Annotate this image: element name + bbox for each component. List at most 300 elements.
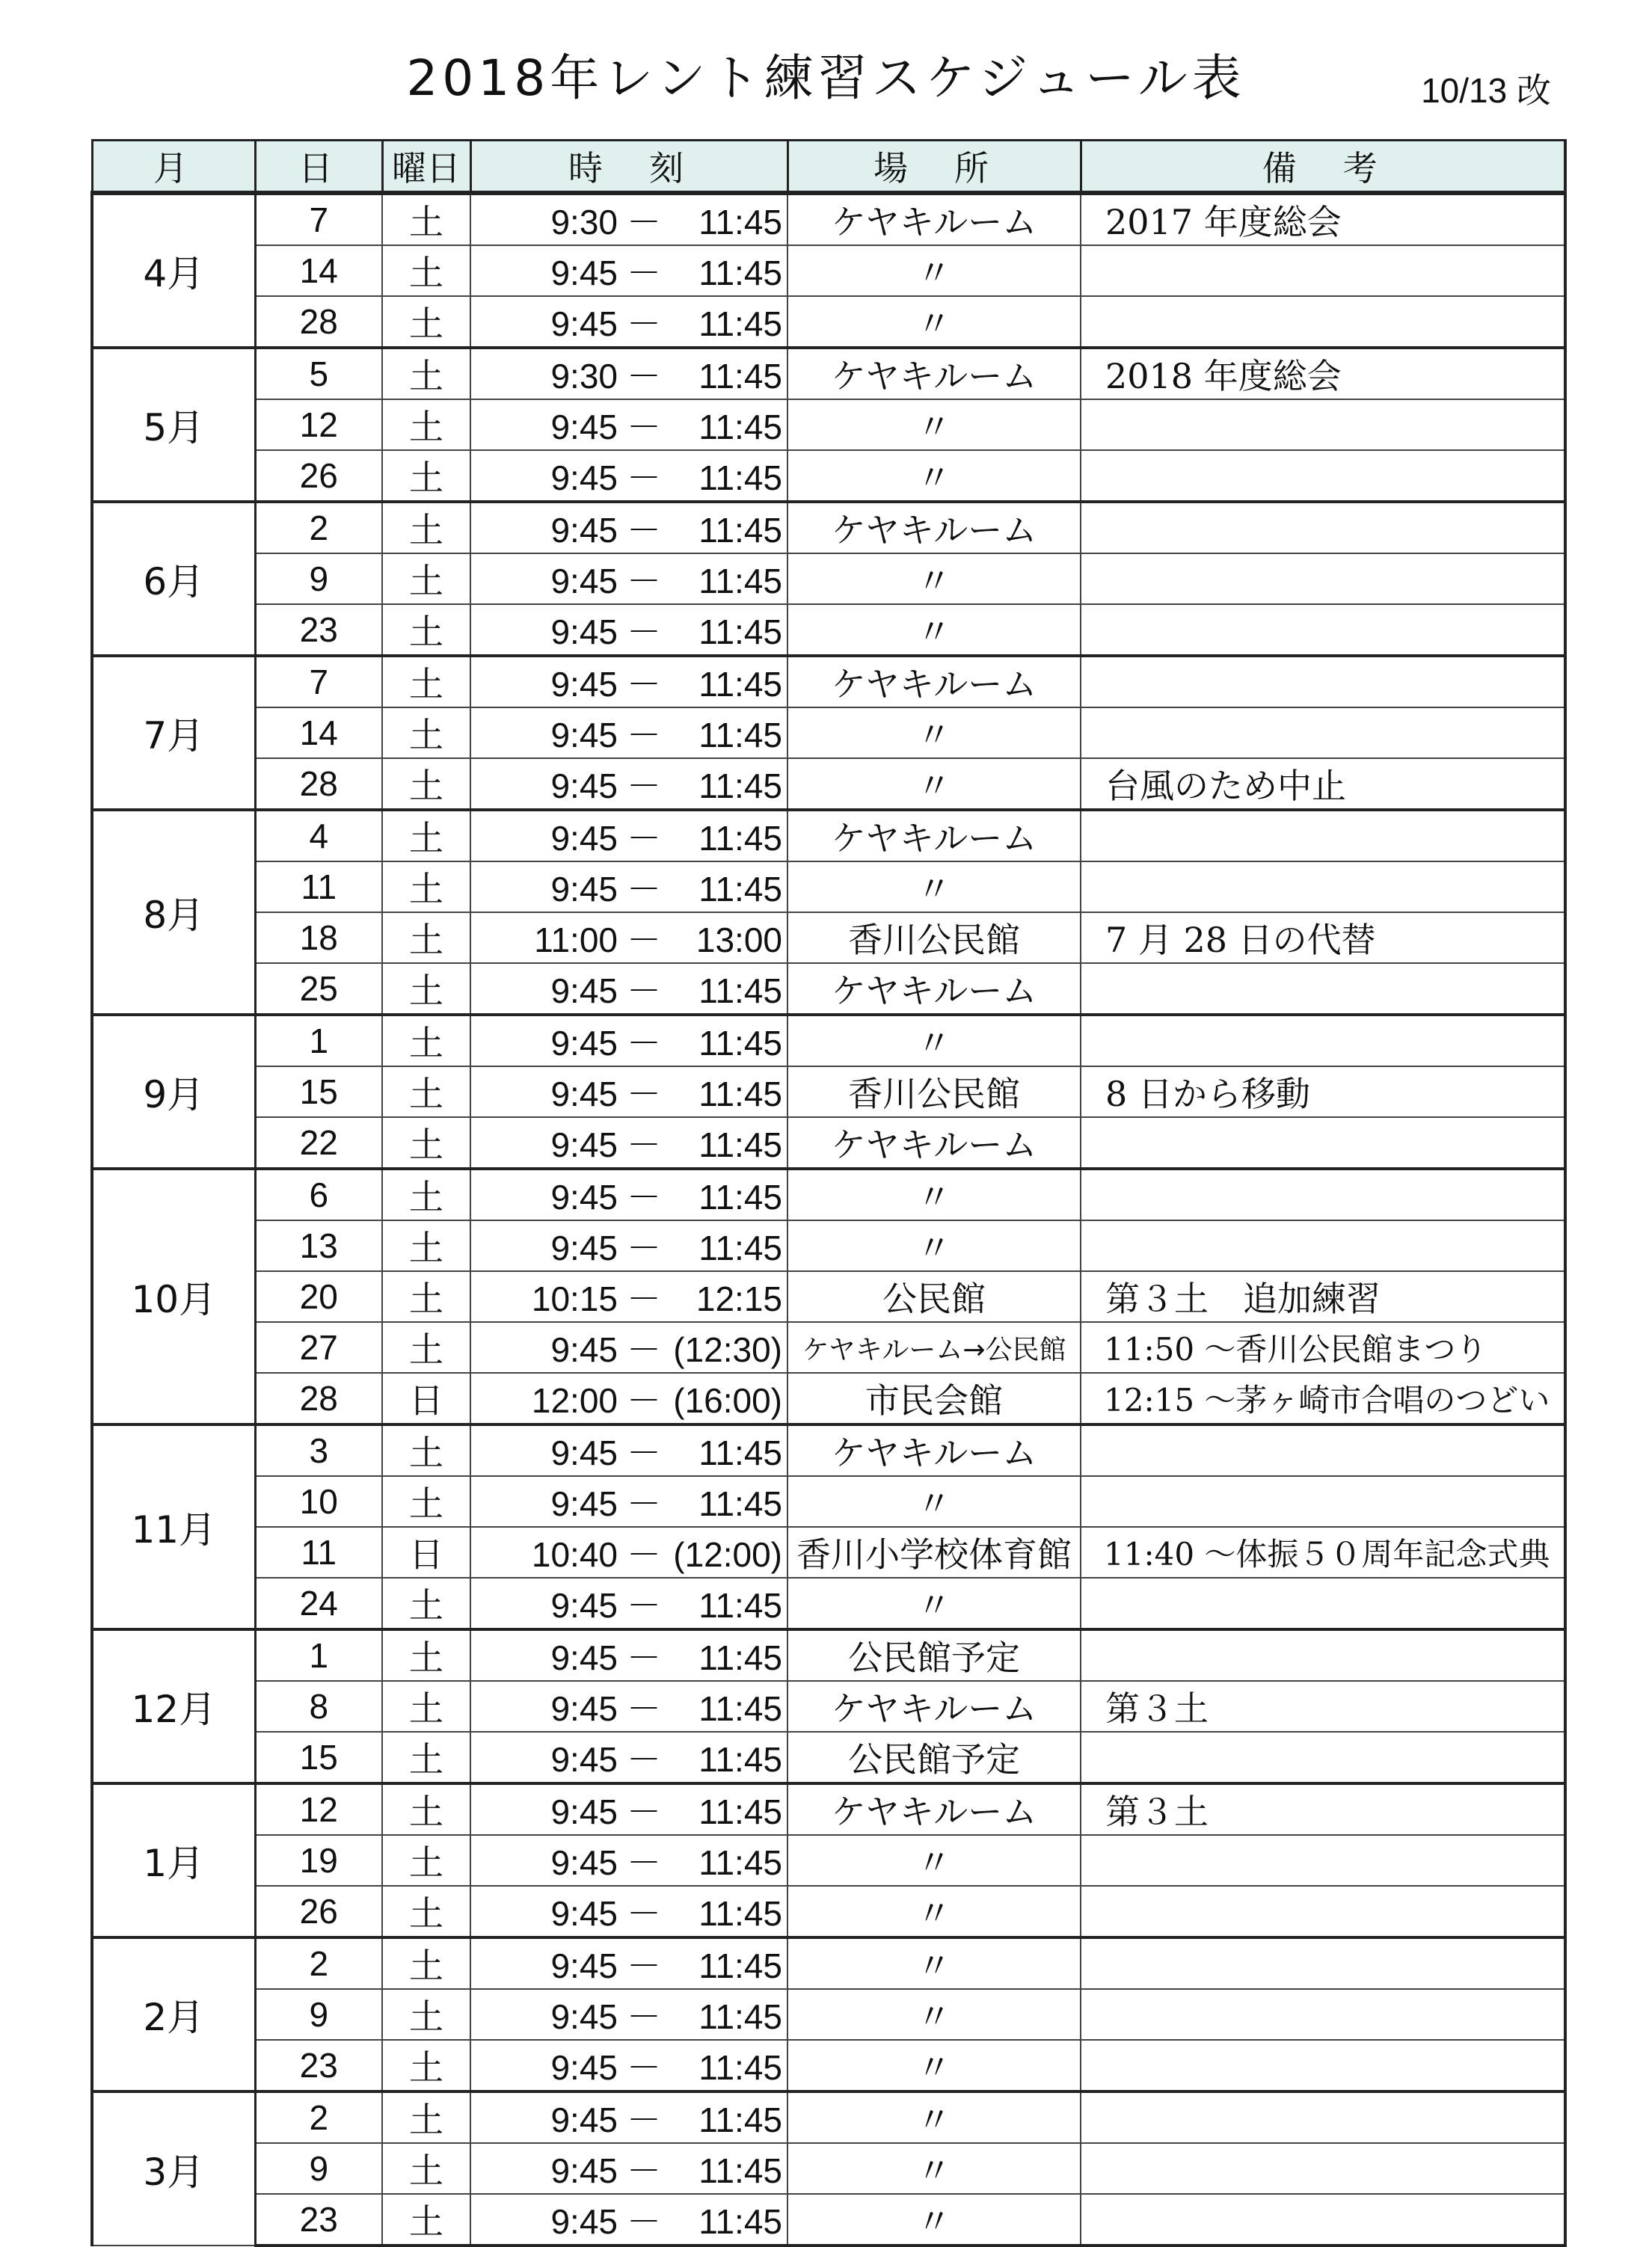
time-separator: －: [627, 2048, 661, 2087]
time-separator: －: [627, 1586, 661, 1625]
weekday-cell: 土: [382, 1015, 470, 1066]
time-cell: [470, 1220, 787, 1271]
day-cell: 23: [255, 2194, 382, 2246]
weekday-cell: 土: [382, 348, 470, 399]
time-separator: －: [627, 2151, 661, 2190]
day-cell: 26: [255, 1886, 382, 1937]
time-cell: [470, 1117, 787, 1169]
header-notes: 備 考: [1081, 141, 1565, 194]
time-end: 11:45: [698, 716, 782, 754]
table-row: [92, 2091, 1565, 2143]
table-row: [92, 912, 1565, 963]
place-cell: ケヤキルーム: [787, 348, 1081, 399]
day-cell: 9: [255, 553, 382, 604]
header-month: 月: [92, 141, 255, 194]
time-end: 11:45: [698, 1894, 782, 1933]
time-end: 11:45: [698, 1586, 782, 1625]
time-start: 9:45: [550, 2048, 618, 2087]
time-start: 9:45: [550, 304, 618, 343]
day-cell: 2: [255, 2091, 382, 2143]
time-start: 9:45: [550, 2202, 618, 2241]
weekday-cell: 土: [382, 1783, 470, 1835]
month-cell: 4月: [92, 193, 255, 348]
place-cell: 〃: [787, 1220, 1081, 1271]
place-cell: ケヤキルーム: [787, 193, 1081, 245]
weekday-cell: 土: [382, 1629, 470, 1681]
time-start: 9:30: [550, 203, 618, 242]
time-start: 9:30: [550, 357, 618, 396]
note-cell: [1081, 245, 1565, 296]
day-cell: 24: [255, 1578, 382, 1629]
weekday-cell: 土: [382, 450, 470, 502]
time-cell: [470, 1271, 787, 1322]
time-end: 11:45: [698, 203, 782, 242]
time-start: 9:45: [550, 716, 618, 754]
month-cell: 1月: [92, 1783, 255, 1937]
time-end: 11:45: [698, 1024, 782, 1063]
time-end: (12:30): [673, 1330, 782, 1369]
time-start: 12:00: [531, 1381, 618, 1420]
time-cell: [470, 1424, 787, 1476]
note-cell: [1081, 963, 1565, 1015]
place-cell: 〃: [787, 1169, 1081, 1220]
note-cell: [1081, 1578, 1565, 1629]
table-row: [92, 1015, 1565, 1066]
note-cell: [1081, 1732, 1565, 1783]
time-cell: [470, 758, 787, 810]
time-start: 9:45: [550, 511, 618, 550]
day-cell: 7: [255, 193, 382, 245]
place-cell: ケヤキルーム: [787, 1783, 1081, 1835]
place-cell: 〃: [787, 553, 1081, 604]
place-cell: 〃: [787, 1835, 1081, 1886]
day-cell: 10: [255, 1476, 382, 1527]
time-end: 11:45: [698, 971, 782, 1010]
day-cell: 23: [255, 604, 382, 656]
table-row: [92, 245, 1565, 296]
place-cell: ケヤキルーム→公民館: [787, 1322, 1081, 1373]
table-row: [92, 1886, 1565, 1937]
place-cell: 〃: [787, 758, 1081, 810]
time-separator: －: [627, 1894, 661, 1933]
time-cell: [470, 399, 787, 450]
weekday-cell: 土: [382, 2091, 470, 2143]
time-start: 9:45: [550, 2100, 618, 2139]
place-cell: 〃: [787, 2040, 1081, 2091]
weekday-cell: 土: [382, 707, 470, 758]
table-row: [92, 1527, 1565, 1578]
time-separator: －: [627, 665, 661, 704]
time-start: 9:45: [550, 1330, 618, 1369]
note-cell: 2018 年度総会: [1081, 348, 1565, 399]
place-cell: 〃: [787, 1937, 1081, 1989]
table-row: [92, 1989, 1565, 2040]
note-cell: [1081, 1169, 1565, 1220]
place-cell: 〃: [787, 2143, 1081, 2194]
table-row: [92, 1169, 1565, 1220]
day-cell: 1: [255, 1629, 382, 1681]
place-cell: 〃: [787, 245, 1081, 296]
day-cell: 15: [255, 1066, 382, 1117]
table-row: [92, 1835, 1565, 1886]
place-cell: 〃: [787, 1476, 1081, 1527]
day-cell: 18: [255, 912, 382, 963]
note-cell: [1081, 1424, 1565, 1476]
place-cell: 〃: [787, 450, 1081, 502]
place-cell: ケヤキルーム: [787, 1424, 1081, 1476]
table-row: [92, 963, 1565, 1015]
note-cell: [1081, 450, 1565, 502]
note-cell: [1081, 1989, 1565, 2040]
day-cell: 13: [255, 1220, 382, 1271]
time-end: 11:45: [698, 304, 782, 343]
table-row: [92, 553, 1565, 604]
weekday-cell: 土: [382, 1681, 470, 1732]
time-cell: [470, 2143, 787, 2194]
day-cell: 4: [255, 810, 382, 861]
time-start: 9:45: [550, 2151, 618, 2190]
time-cell: [470, 1681, 787, 1732]
time-end: 11:45: [698, 511, 782, 550]
weekday-cell: 土: [382, 1322, 470, 1373]
day-cell: 25: [255, 963, 382, 1015]
place-cell: 公民館予定: [787, 1732, 1081, 1783]
time-end: 11:45: [698, 408, 782, 446]
header-row: [92, 141, 1565, 194]
weekday-cell: 土: [382, 656, 470, 707]
note-cell: [1081, 1835, 1565, 1886]
time-end: 11:45: [698, 458, 782, 497]
weekday-cell: 土: [382, 1578, 470, 1629]
time-cell: [470, 1783, 787, 1835]
time-start: 9:45: [550, 1792, 618, 1831]
place-cell: 〃: [787, 604, 1081, 656]
note-cell: 12:15 ～茅ヶ崎市合唱のつどい: [1081, 1373, 1565, 1424]
time-separator: －: [627, 716, 661, 754]
time-cell: [470, 193, 787, 245]
weekday-cell: 土: [382, 758, 470, 810]
time-end: 11:45: [698, 1843, 782, 1882]
time-separator: －: [627, 1946, 661, 1985]
day-cell: 28: [255, 1373, 382, 1424]
weekday-cell: 土: [382, 1989, 470, 2040]
time-start: 9:45: [550, 1125, 618, 1164]
table-row: [92, 758, 1565, 810]
time-separator: －: [627, 612, 661, 651]
time-start: 9:45: [550, 1740, 618, 1779]
time-separator: －: [627, 1638, 661, 1677]
time-start: 9:45: [550, 1894, 618, 1933]
time-start: 9:45: [550, 1843, 618, 1882]
time-cell: [470, 707, 787, 758]
weekday-cell: 土: [382, 2143, 470, 2194]
time-cell: [470, 502, 787, 553]
note-cell: 8 日から移動: [1081, 1066, 1565, 1117]
note-cell: [1081, 2040, 1565, 2091]
place-cell: ケヤキルーム: [787, 810, 1081, 861]
note-cell: 11:50 ～香川公民館まつり: [1081, 1322, 1565, 1373]
place-cell: 〃: [787, 1015, 1081, 1066]
note-cell: [1081, 1629, 1565, 1681]
header-place: 場 所: [787, 141, 1081, 194]
month-cell: 3月: [92, 2091, 255, 2246]
time-end: 11:45: [698, 1229, 782, 1267]
time-start: 9:45: [550, 766, 618, 805]
table-row: [92, 861, 1565, 912]
weekday-cell: 土: [382, 2040, 470, 2091]
time-start: 10:15: [531, 1279, 618, 1318]
time-start: 9:45: [550, 1586, 618, 1625]
time-start: 9:45: [550, 408, 618, 446]
weekday-cell: 土: [382, 1424, 470, 1476]
day-cell: 1: [255, 1015, 382, 1066]
time-separator: －: [627, 304, 661, 343]
note-cell: [1081, 1117, 1565, 1169]
note-cell: 11:40 ～体振５０周年記念式典: [1081, 1527, 1565, 1578]
month-cell: 12月: [92, 1629, 255, 1783]
weekday-cell: 土: [382, 296, 470, 348]
time-end: 11:45: [698, 562, 782, 600]
time-end: 11:45: [698, 612, 782, 651]
time-end: 11:45: [698, 870, 782, 909]
time-separator: －: [627, 253, 661, 292]
time-start: 9:45: [550, 612, 618, 651]
time-end: 11:45: [698, 1125, 782, 1164]
time-separator: －: [627, 357, 661, 396]
time-end: 11:45: [698, 1075, 782, 1113]
time-end: 11:45: [698, 1689, 782, 1728]
time-separator: －: [627, 1689, 661, 1728]
time-end: 11:45: [698, 1484, 782, 1523]
day-cell: 22: [255, 1117, 382, 1169]
place-cell: 〃: [787, 399, 1081, 450]
time-cell: [470, 1527, 787, 1578]
day-cell: 2: [255, 502, 382, 553]
day-cell: 23: [255, 2040, 382, 2091]
time-cell: [470, 810, 787, 861]
weekday-cell: 土: [382, 1886, 470, 1937]
note-cell: 第３土 追加練習: [1081, 1271, 1565, 1322]
time-start: 9:45: [550, 870, 618, 909]
table-row: [92, 193, 1565, 245]
time-separator: －: [627, 1433, 661, 1472]
time-separator: －: [627, 1997, 661, 2036]
time-cell: [470, 912, 787, 963]
time-separator: －: [627, 1484, 661, 1523]
note-cell: [1081, 656, 1565, 707]
time-cell: [470, 656, 787, 707]
table-row: [92, 707, 1565, 758]
note-cell: [1081, 861, 1565, 912]
table-row: [92, 1322, 1565, 1373]
note-cell: [1081, 1937, 1565, 1989]
time-cell: [470, 604, 787, 656]
note-cell: 第３土: [1081, 1681, 1565, 1732]
time-separator: －: [627, 1792, 661, 1831]
month-cell: 11月: [92, 1424, 255, 1629]
header-time: 時 刻: [470, 141, 787, 194]
note-cell: 台風のため中止: [1081, 758, 1565, 810]
place-cell: 〃: [787, 861, 1081, 912]
weekday-cell: 土: [382, 963, 470, 1015]
weekday-cell: 土: [382, 1732, 470, 1783]
time-separator: －: [627, 1535, 661, 1574]
time-start: 10:40: [531, 1535, 618, 1574]
day-cell: 28: [255, 758, 382, 810]
time-end: 11:45: [698, 2100, 782, 2139]
time-separator: －: [627, 1279, 661, 1318]
time-cell: [470, 296, 787, 348]
note-cell: [1081, 1886, 1565, 1937]
time-separator: －: [627, 1024, 661, 1063]
note-cell: 第３土: [1081, 1783, 1565, 1835]
time-separator: －: [627, 203, 661, 242]
place-cell: 〃: [787, 1578, 1081, 1629]
weekday-cell: 日: [382, 1527, 470, 1578]
time-cell: [470, 1886, 787, 1937]
place-cell: ケヤキルーム: [787, 1681, 1081, 1732]
day-cell: 26: [255, 450, 382, 502]
time-start: 9:45: [550, 1178, 618, 1217]
day-cell: 14: [255, 707, 382, 758]
table-row: [92, 1681, 1565, 1732]
time-cell: [470, 1066, 787, 1117]
time-separator: －: [627, 766, 661, 805]
time-start: 9:45: [550, 1638, 618, 1677]
day-cell: 15: [255, 1732, 382, 1783]
time-cell: [470, 1578, 787, 1629]
schedule-body: [92, 193, 1565, 2246]
day-cell: 19: [255, 1835, 382, 1886]
place-cell: 〃: [787, 1989, 1081, 2040]
place-cell: 〃: [787, 707, 1081, 758]
time-end: 11:45: [698, 1997, 782, 2036]
time-end: 11:45: [698, 1178, 782, 1217]
weekday-cell: 土: [382, 810, 470, 861]
time-start: 9:45: [550, 1946, 618, 1985]
table-row: [92, 1220, 1565, 1271]
day-cell: 11: [255, 1527, 382, 1578]
table-row: [92, 2194, 1565, 2246]
note-cell: [1081, 1220, 1565, 1271]
place-cell: 香川小学校体育館: [787, 1527, 1081, 1578]
table-row: [92, 399, 1565, 450]
place-cell: 香川公民館: [787, 912, 1081, 963]
day-cell: 8: [255, 1681, 382, 1732]
time-separator: －: [627, 1740, 661, 1779]
time-start: 9:45: [550, 1689, 618, 1728]
time-cell: [470, 2040, 787, 2091]
place-cell: 〃: [787, 1886, 1081, 1937]
place-cell: 〃: [787, 2091, 1081, 2143]
weekday-cell: 土: [382, 912, 470, 963]
place-cell: ケヤキルーム: [787, 656, 1081, 707]
time-end: (16:00): [673, 1381, 782, 1420]
day-cell: 11: [255, 861, 382, 912]
weekday-cell: 土: [382, 1066, 470, 1117]
table-row: [92, 1271, 1565, 1322]
time-end: 11:45: [698, 1433, 782, 1472]
note-cell: [1081, 2143, 1565, 2194]
day-cell: 12: [255, 399, 382, 450]
table-row: [92, 296, 1565, 348]
day-cell: 28: [255, 296, 382, 348]
note-cell: 2017 年度総会: [1081, 193, 1565, 245]
day-cell: 9: [255, 1989, 382, 2040]
time-separator: －: [627, 2100, 661, 2139]
time-cell: [470, 1322, 787, 1373]
time-cell: [470, 1015, 787, 1066]
note-cell: [1081, 707, 1565, 758]
note-cell: [1081, 399, 1565, 450]
weekday-cell: 土: [382, 399, 470, 450]
time-cell: [470, 348, 787, 399]
table-row: [92, 450, 1565, 502]
time-end: 11:45: [698, 2048, 782, 2087]
place-cell: 公民館: [787, 1271, 1081, 1322]
place-cell: 〃: [787, 2194, 1081, 2246]
table-row: [92, 1629, 1565, 1681]
time-cell: [470, 1732, 787, 1783]
table-row: [92, 1732, 1565, 1783]
note-cell: [1081, 296, 1565, 348]
weekday-cell: 土: [382, 861, 470, 912]
time-start: 9:45: [550, 1229, 618, 1267]
table-row: [92, 1476, 1565, 1527]
header-day: 日: [255, 141, 382, 194]
month-cell: 10月: [92, 1169, 255, 1424]
table-row: [92, 1578, 1565, 1629]
table-row: [92, 604, 1565, 656]
month-cell: 7月: [92, 656, 255, 810]
day-cell: 12: [255, 1783, 382, 1835]
time-start: 9:45: [550, 819, 618, 858]
time-separator: －: [627, 1075, 661, 1113]
table-row: [92, 1783, 1565, 1835]
table-row: [92, 1373, 1565, 1424]
day-cell: 5: [255, 348, 382, 399]
schedule-table: [90, 139, 1567, 2247]
day-cell: 27: [255, 1322, 382, 1373]
time-end: 11:45: [698, 253, 782, 292]
time-cell: [470, 1937, 787, 1989]
note-cell: [1081, 553, 1565, 604]
time-start: 9:45: [550, 1433, 618, 1472]
time-cell: [470, 245, 787, 296]
time-separator: －: [627, 458, 661, 497]
month-cell: 2月: [92, 1937, 255, 2091]
note-cell: [1081, 502, 1565, 553]
month-cell: 8月: [92, 810, 255, 1015]
place-cell: 香川公民館: [787, 1066, 1081, 1117]
note-cell: [1081, 2091, 1565, 2143]
time-cell: [470, 450, 787, 502]
day-cell: 3: [255, 1424, 382, 1476]
time-start: 9:45: [550, 562, 618, 600]
time-end: 11:45: [698, 766, 782, 805]
time-cell: [470, 1373, 787, 1424]
time-cell: [470, 963, 787, 1015]
note-cell: [1081, 810, 1565, 861]
time-separator: －: [627, 1229, 661, 1267]
day-cell: 7: [255, 656, 382, 707]
place-cell: 市民会館: [787, 1373, 1081, 1424]
time-separator: －: [627, 2202, 661, 2241]
weekday-cell: 土: [382, 1937, 470, 1989]
note-cell: 7 月 28 日の代替: [1081, 912, 1565, 963]
time-cell: [470, 1835, 787, 1886]
table-row: [92, 348, 1565, 399]
